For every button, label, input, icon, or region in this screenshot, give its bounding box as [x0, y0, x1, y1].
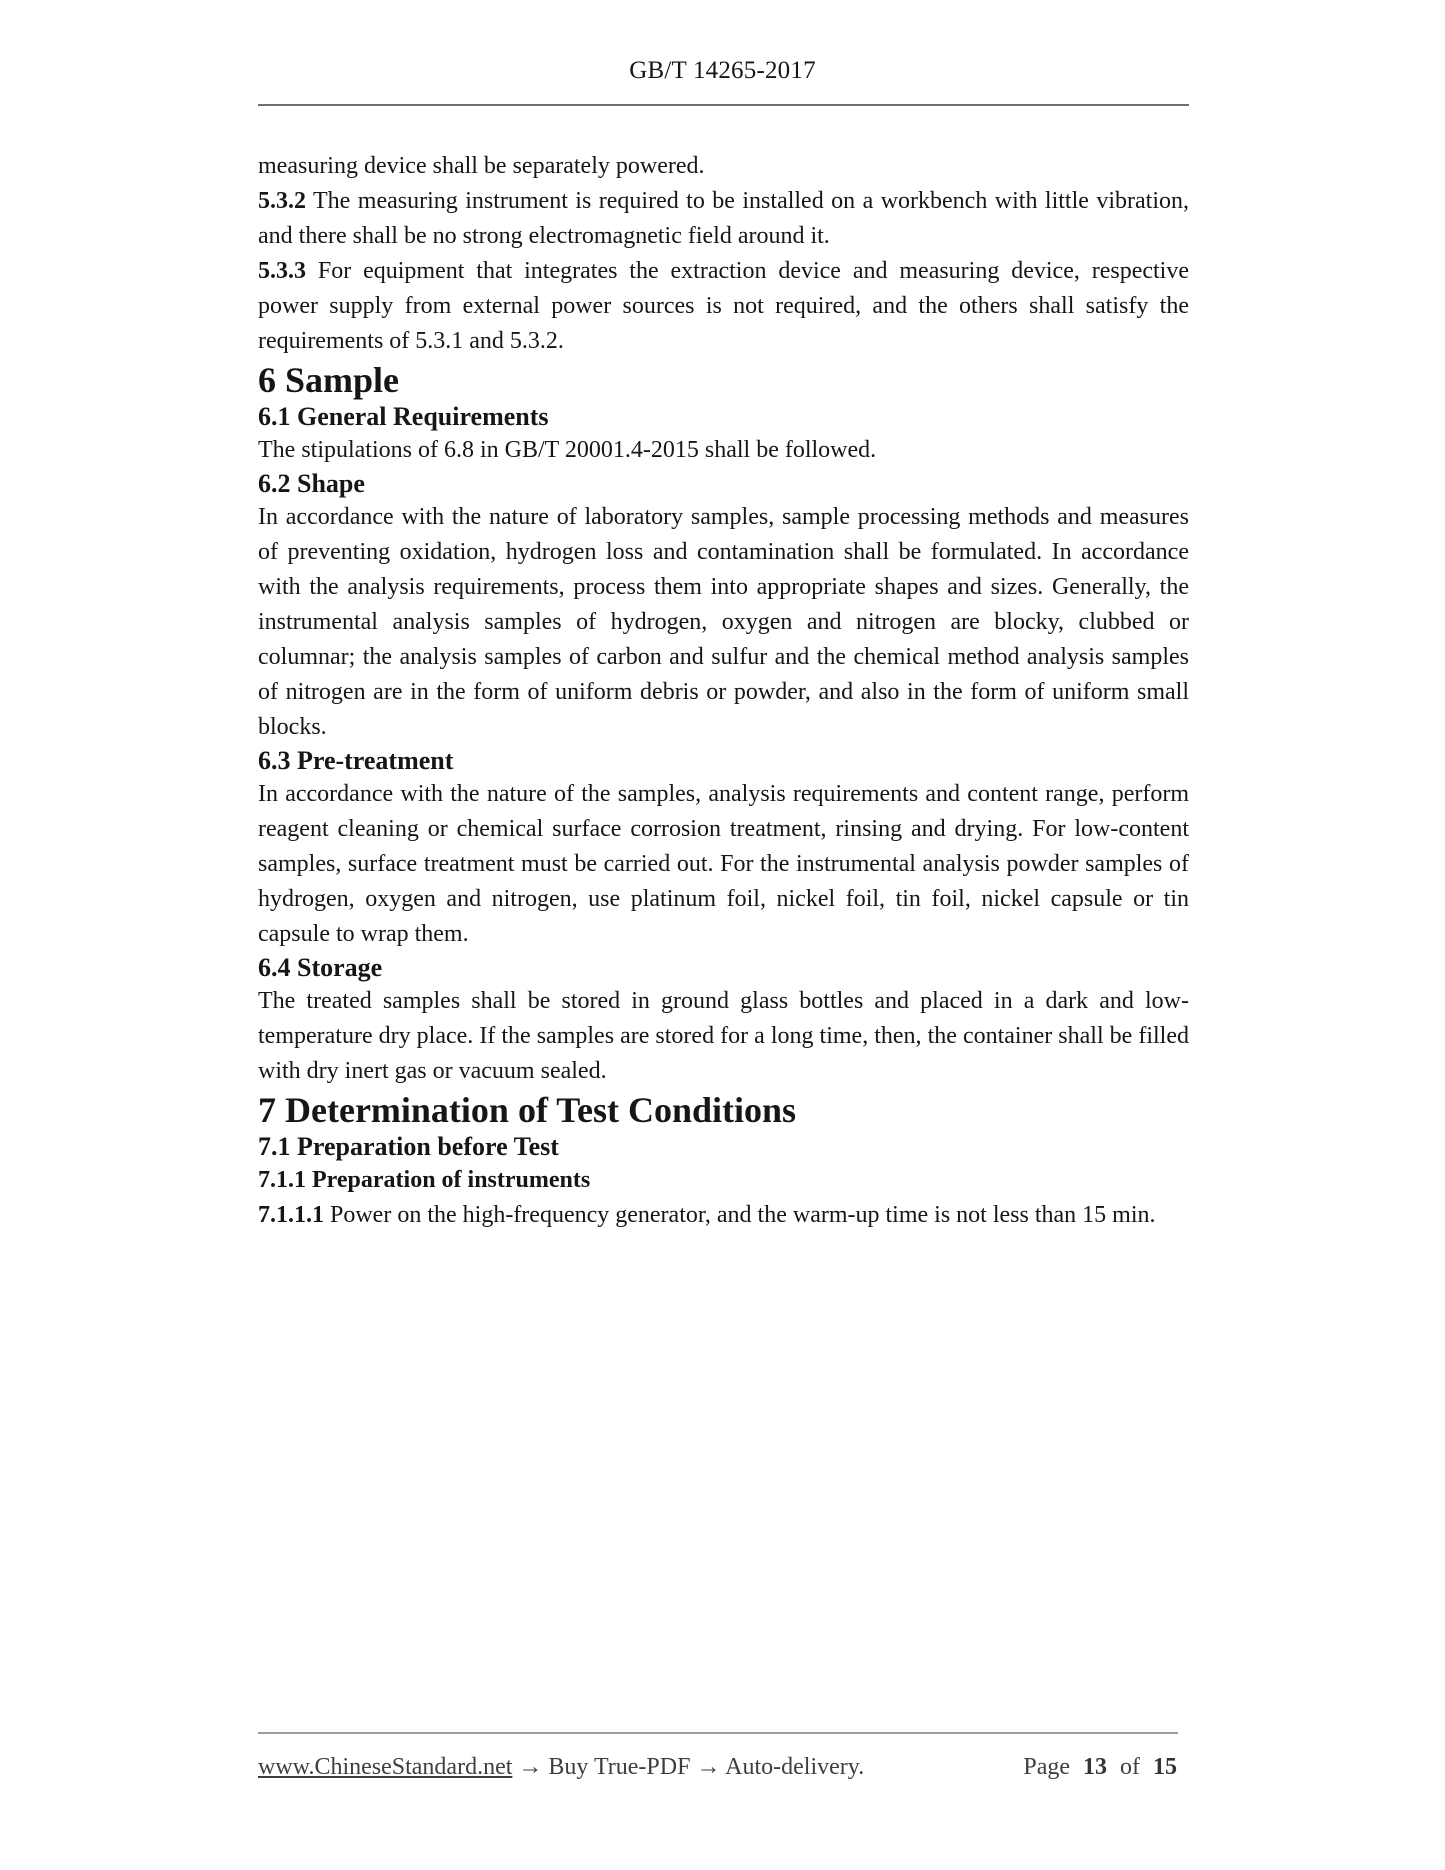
buy-truepdf-label: Buy True-PDF [548, 1754, 691, 1780]
document-body [258, 149, 1189, 1233]
page-footer [258, 1750, 1189, 1785]
footer-divider [258, 1732, 1178, 1734]
subsubsection-heading: 7.1.1 Preparation of instruments [258, 1167, 591, 1193]
clause-number: 7.1.1.1 [258, 1202, 324, 1228]
paragraph: The treated samples shall be stored in ground glass bottles and placed in a dark and low-temperature dry place. If the samples are stored for a long time, then, the container shall be filled with dry inert gas or vacuum sealed. [258, 988, 1189, 1084]
clause-number: 5.3.3 [258, 258, 306, 284]
auto-delivery-label: Auto-delivery. [725, 1754, 865, 1780]
clause-number: 5.3.2 [258, 188, 306, 214]
chinesestandard-link[interactable]: www.ChineseStandard.net [258, 1754, 513, 1780]
subsection-heading: 7.1 Preparation before Test [258, 1132, 559, 1161]
page-indicator [1023, 1750, 1189, 1785]
subsection-heading: 6.1 General Requirements [258, 402, 549, 431]
paragraph: The stipulations of 6.8 in GB/T 20001.4-2015 shall be followed. [258, 437, 877, 463]
arrow-right-icon: → [518, 1754, 543, 1780]
paragraph: 5.3.3 For equipment that integrates the extraction device and measuring device, respective power supply from external power sources is not required, and the others shall satisfy the requirements of 5.3.1 and 5.3.2. [258, 258, 1189, 354]
paragraph: 7.1.1.1 Power on the high-frequency generator, and the warm-up time is not less than 15 min. [258, 1202, 1156, 1228]
subsection-heading: 6.4 Storage [258, 953, 383, 982]
footer-promo [258, 1750, 864, 1785]
subsection-heading: 6.3 Pre-treatment [258, 746, 454, 775]
arrow-right-icon: → [696, 1754, 721, 1780]
paragraph: In accordance with the nature of the samples, analysis requirements and content range, perform reagent cleaning or chemical surface corrosion treatment, rinsing and drying. For low-content samples, surface treatment must be carried out. For the instrumental analysis powder samples of hydrogen, oxygen and nitrogen, use platinum foil, nickel foil, tin foil, nickel capsule or tin capsule to wrap them. [258, 781, 1189, 947]
paragraph: measuring device shall be separately powered. [258, 153, 705, 179]
page-current: 13 [1083, 1754, 1107, 1780]
page-header-standard-number: GB/T 14265-2017 [629, 57, 816, 84]
paragraph: 5.3.2 The measuring instrument is required to be installed on a workbench with little vibration, and there shall be no strong electromagnetic field around it. [258, 188, 1189, 249]
paragraph: In accordance with the nature of laboratory samples, sample processing methods and measures of preventing oxidation, hydrogen loss and contamination shall be formulated. In accordance with the analysis requirements, process them into appropriate shapes and sizes. Generally, the instrumental analysis samples of hydrogen, oxygen and nitrogen are blocky, clubbed or columnar; the analysis samples of carbon and sulfur and the chemical method analysis samples of nitrogen are in the form of uniform debris or powder, and also in the form of uniform small blocks. [258, 504, 1189, 740]
of-label: of [1120, 1754, 1140, 1780]
page-label: Page [1023, 1754, 1070, 1780]
subsection-heading: 6.2 Shape [258, 469, 365, 498]
page-total: 15 [1153, 1754, 1177, 1780]
section-heading: 7 Determination of Test Conditions [258, 1090, 797, 1130]
header-divider [258, 104, 1189, 106]
section-heading: 6 Sample [258, 360, 400, 400]
